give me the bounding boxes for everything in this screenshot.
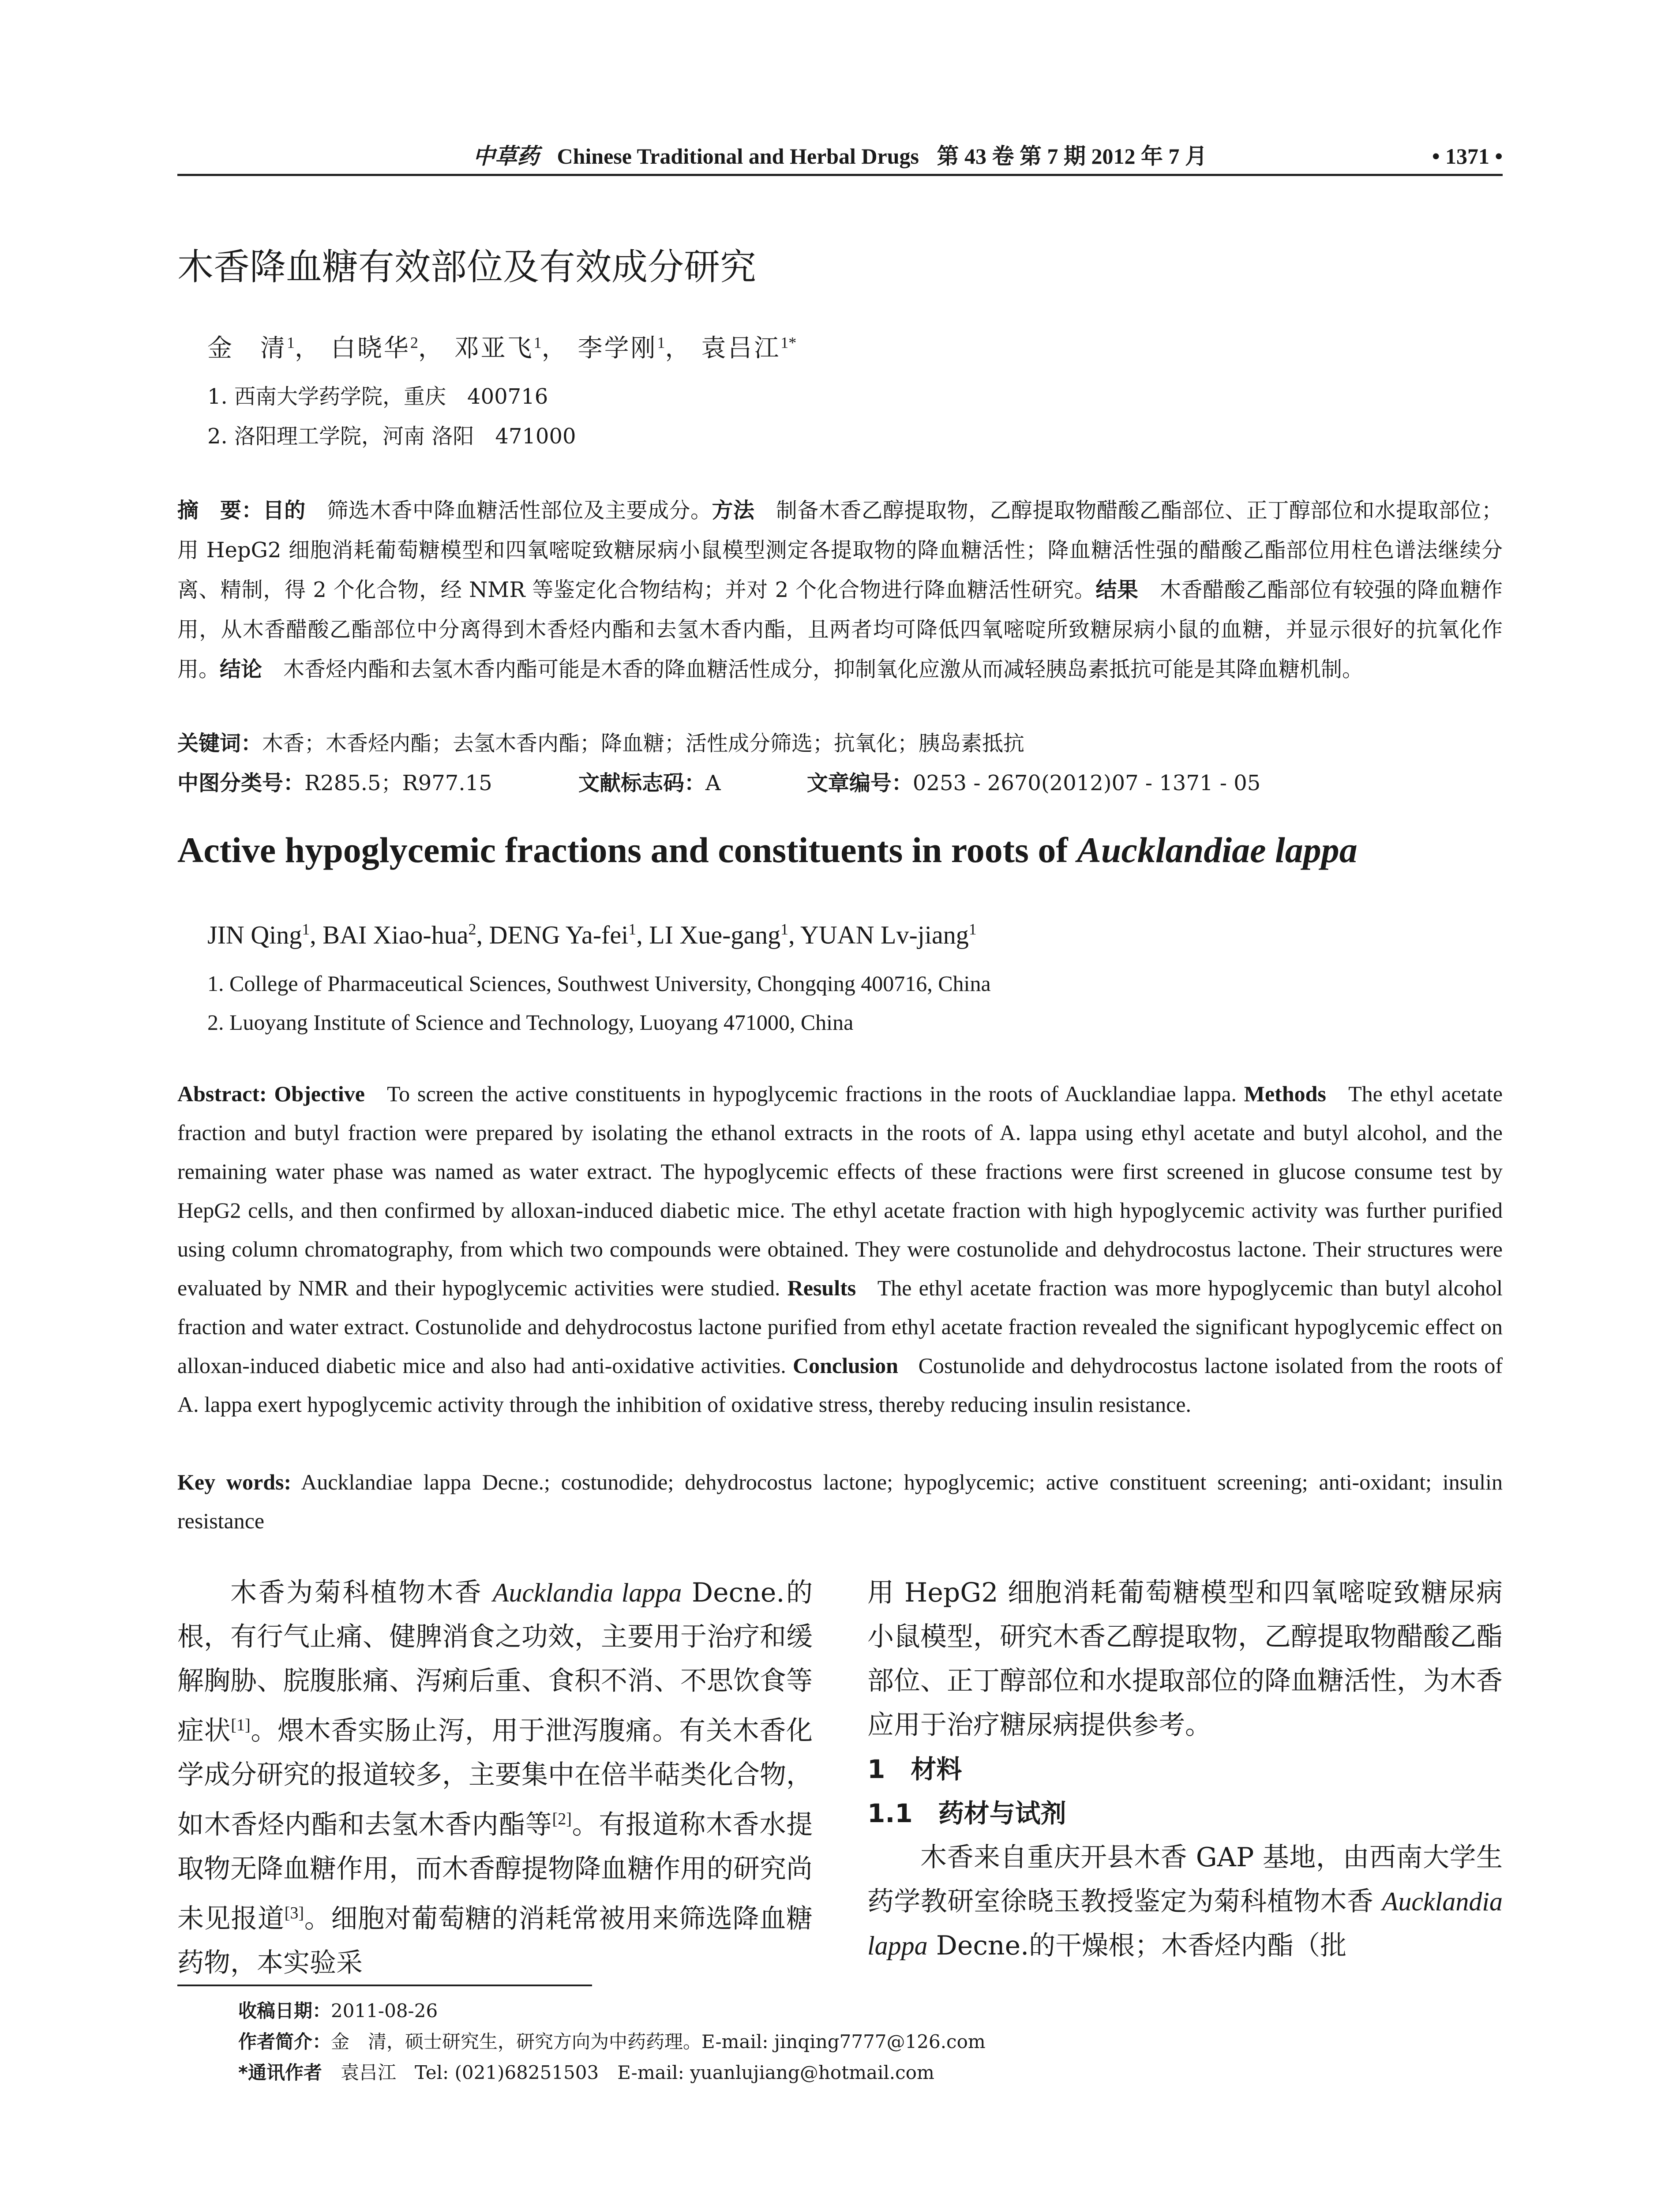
objective-en-text: To screen the active constituents in hypoglycemic fractions in the roots of Aucklandiae lappa. [387,1081,1237,1106]
footnote-label: 作者简介： [238,2031,331,2052]
footnote-corresponding [238,2058,934,2085]
author: LI Xue-gang [649,920,781,949]
classification-line [177,763,1503,803]
author: 邓亚飞 [454,334,534,363]
authors-en: JIN Qing$^1$, BAI Xiao-hua$^2$, DENG Ya-fei$^1$, LI Xue-gang$^1$, YUAN Lv-jiang$^1$ [207,920,977,949]
subsection-heading: 1.1 药材与试剂 [867,1798,1066,1828]
keywords-en-label: Key words: [177,1470,292,1494]
keywords-en-text: Aucklandiae lappa Decne.; costunodide; dehydrocostus lactone; hypoglycemic; active constituent screening; anti-oxidant; insulin resistance [177,1470,1503,1533]
article-number-label: 文章编号： [806,771,913,795]
issue-info: 第 43 卷 第 7 期 2012 年 7 月 [937,144,1207,169]
title-en-species: Aucklandiae lappa [1077,830,1358,870]
abstract-en-label: Abstract: Objective [177,1081,365,1106]
affiliation-en-2: 2. Luoyang Institute of Science and Technology, Luoyang 471000, China [207,1010,854,1035]
author: JIN Qing [207,920,302,949]
author: DENG Ya-fei [489,920,629,949]
citation[interactable]: [2] [552,1810,572,1828]
conclusion-text: 木香烃内酯和去氢木香内酯可能是木香的降血糖活性成分，抑制氧化应激从而减轻胰岛素抵抗可能是其降血糖机制。 [283,657,1364,682]
author-sup: 1 [287,334,295,352]
results-en-label: Results [787,1276,856,1300]
text-run: 。煨木香实肠止泻，用于泄泻腹痛。有关木香化学成分研究的报道较多，主要集中在倍半萜类化合物，如木香烃内酯和去氢木香内酯等 [177,1715,813,1840]
conclusion-en-text: Costunolide and dehydrocostus lactone isolated from the roots of A. lappa exert hypoglycemic activity through the inhibition of oxidative stress, thereby reducing insulin resistance. [177,1353,1503,1417]
affiliation-cn-1: 1. 西南大学药学院，重庆 400716 [207,384,548,409]
keywords-label: 关键词： [177,731,262,756]
author-sup: 1* [780,334,797,352]
text-run: 。细胞对葡萄糖的消耗常被用来筛选降血糖药物，本实验采 [177,1903,813,1978]
objective-text: 筛选木香中降血糖活性部位及主要成分。 [327,498,712,523]
body-paragraph: 用 HepG2 细胞消耗葡萄糖模型和四氧嘧啶致糖尿病小鼠模型，研究木香乙醇提取物，乙醇提取物醋酸乙酯部位、正丁醇部位和水提取部位的降血糖活性，为木香应用于治疗糖尿病提供参考。 [867,1577,1503,1741]
affiliation-en-1: 1. College of Pharmaceutical Sciences, Southwest University, Chongqing 400716, China [207,971,991,996]
author: 白晓华 [330,334,410,363]
clc-label: 中图分类号： [177,771,305,795]
footnote-received [238,1996,438,2023]
citation[interactable]: [3] [284,1904,304,1922]
author-sup: 1 [533,334,542,352]
author-sup: 1 [628,920,637,938]
methods-label: 方法 [712,498,755,523]
doc-code-value: A [705,771,721,795]
section-heading: 1 材料 [867,1754,962,1784]
body-paragraph [867,1835,1503,1968]
author-sup: 2 [468,920,476,938]
keywords-text: 木香；木香烃内酯；去氢木香内酯；降血糖；活性成分筛选；抗氧化；胰岛素抵抗 [262,731,1025,756]
text-run: Decne.的干燥根；木香烃内酯（批 [927,1930,1347,1961]
journal-info [177,139,1503,174]
title-en [177,829,1358,871]
footnote-rule [177,1985,592,1986]
article-number-value: 0253 - 2670(2012)07 - 1371 - 05 [912,771,1261,795]
abstract-cn [177,491,1503,689]
author-sup: 1 [302,920,310,938]
footnote-text: 金 清，硕士研究生，研究方向为中药药理。E-mail: jinqing7777@126.com [331,2031,986,2052]
authors-cn: 金 清$^1$， 白晓华$^2$， 邓亚飞$^1$， 李学刚$^1$， 袁吕江$^{1*}$ [207,334,797,363]
author-sup: 2 [410,334,418,352]
author: 袁吕江 [701,334,781,363]
author: 金 清 [207,334,287,363]
doc-code-label: 文献标志码： [578,771,705,795]
author: BAI Xiao-hua [322,920,469,949]
text-run: Decne.的根，有行气止痛、健脾消食之功效，主要用于治疗和缓解胸胁、脘腹胀痛、泻痢后重、食积不消、不思饮食等症状 [177,1577,813,1746]
footnote-label: 收稿日期： [238,2000,331,2022]
footnote-text: 袁吕江 Tel: (021)68251503 E-mail: yuanlujiang@hotmail.com [340,2062,934,2083]
text-run: 。有报道称木香水提取物无降血糖作用，而木香醇提物降血糖作用的研究尚未见报道 [177,1809,813,1934]
author: YUAN Lv-jiang [800,920,969,949]
conclusion-label: 结论 [220,657,262,682]
citation[interactable]: [1] [231,1716,251,1734]
results-en-text: The ethyl acetate fraction was more hypoglycemic than butyl alcohol fraction and water extract. Costunolide and dehydrocostus lactone purified from ethyl acetate fraction revealed the significant hypoglycemic effect on alloxan-induced diabetic mice and also had anti-oxidative activities. [177,1276,1503,1378]
abstract-label: 摘 要： [177,498,263,523]
species-name: Aucklandia lappa [867,1887,1503,1960]
body-paragraph [177,1571,813,1985]
journal-name-cn: 中草药 [473,143,539,169]
footnote-label: *通讯作者 [238,2062,341,2083]
footnote-author-bio [238,2027,986,2054]
objective-label: 目的 [262,498,306,523]
footnote-text: 2011-08-26 [331,2000,438,2022]
running-header [177,139,1503,176]
clc-value: R285.5；R977.15 [304,771,492,795]
results-label: 结果 [1095,578,1139,602]
author-sup: 1 [780,920,789,938]
author-sup: 1 [657,334,665,352]
methods-text: 制备木香乙醇提取物，乙醇提取物醋酸乙酯部位、正丁醇部位和水提取部位；用 HepG2 细胞消耗葡萄糖模型和四氧嘧啶致糖尿病小鼠模型测定各提取物的降血糖活性；降血糖活性强的醋酸乙酯部位用柱色谱法继续分离、精制，得 2 个化合物，经 NMR 等鉴定化合物结构；并对 2 个化合物进行降血糖活性研究。 [177,498,1503,602]
title-cn: 木香降血糖有效部位及有效成分研究 [177,246,757,288]
conclusion-en-label: Conclusion [792,1353,898,1378]
results-text: 木香醋酸乙酯部位有较强的降血糖作用，从木香醋酸乙酯部位中分离得到木香烃内酯和去氢木香内酯，且两者均可降低四氧嘧啶所致糖尿病小鼠的血糖，并显示很好的抗氧化作用。 [177,578,1503,682]
page-number: • 1371 • [1432,144,1503,169]
abstract-en [177,1074,1503,1424]
body-left-column [177,1571,813,1985]
journal-name-en: Chinese Traditional and Herbal Drugs [557,144,919,169]
text-run: 木香为菊科植物木香 [230,1577,493,1608]
body-right-column [867,1571,1503,1968]
author-sup: 1 [968,920,977,938]
species-name: Aucklandia lappa [492,1578,682,1607]
keywords-cn [177,724,1503,763]
affiliation-cn-2: 2. 洛阳理工学院，河南 洛阳 471000 [207,424,576,449]
methods-en-label: Methods [1244,1081,1326,1106]
title-en-main: Active hypoglycemic fractions and constituents in roots of [177,830,1077,870]
author: 李学刚 [578,334,657,363]
methods-en-text: The ethyl acetate fraction and butyl fraction were prepared by isolating the ethanol extracts in the roots of A. lappa using ethyl acetate and butyl alcohol, and the remaining water phase was named as water extract. The hypoglycemic effects of these fractions were first screened in glucose consume test by HepG2 cells, and then confirmed by alloxan-induced diabetic mice. The ethyl acetate fraction with high hypoglycemic activity was further purified using column chromatography, from which two compounds were obtained. They were costunolide and dehydrocostus lactone. Their structures were evaluated by NMR and their hypoglycemic activities were studied. [177,1081,1503,1300]
keywords-en [177,1463,1503,1540]
text-run: 木香来自重庆开县木香 GAP 基地，由西南大学生药学教研室徐晓玉教授鉴定为菊科植物木香 [867,1842,1503,1917]
